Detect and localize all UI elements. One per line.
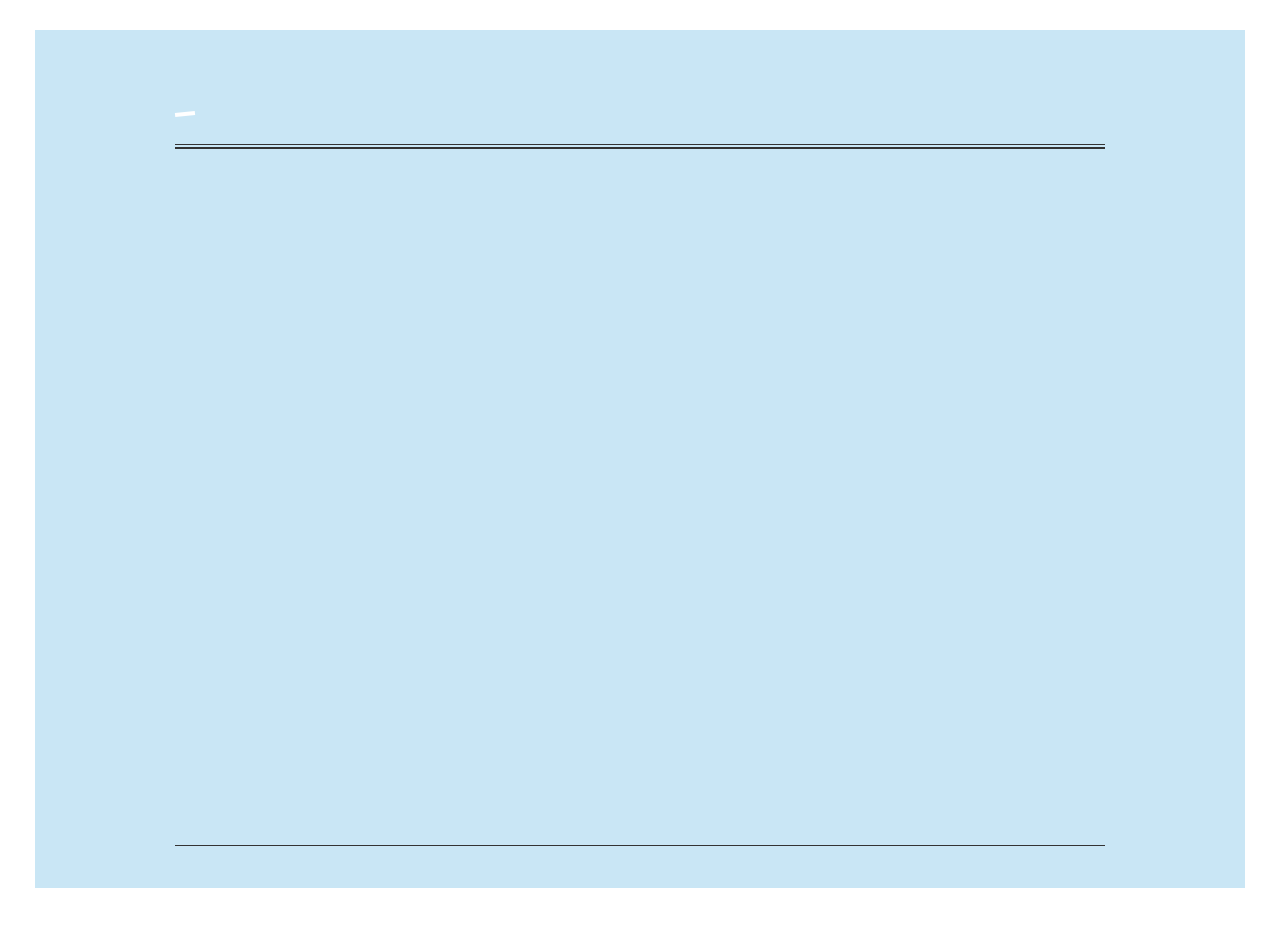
poster (35, 30, 1245, 888)
tagline (175, 111, 195, 117)
top-rule-thick (175, 147, 1105, 149)
school-list (175, 158, 1105, 838)
bottom-rule (175, 845, 1105, 846)
top-rule (175, 144, 1105, 145)
